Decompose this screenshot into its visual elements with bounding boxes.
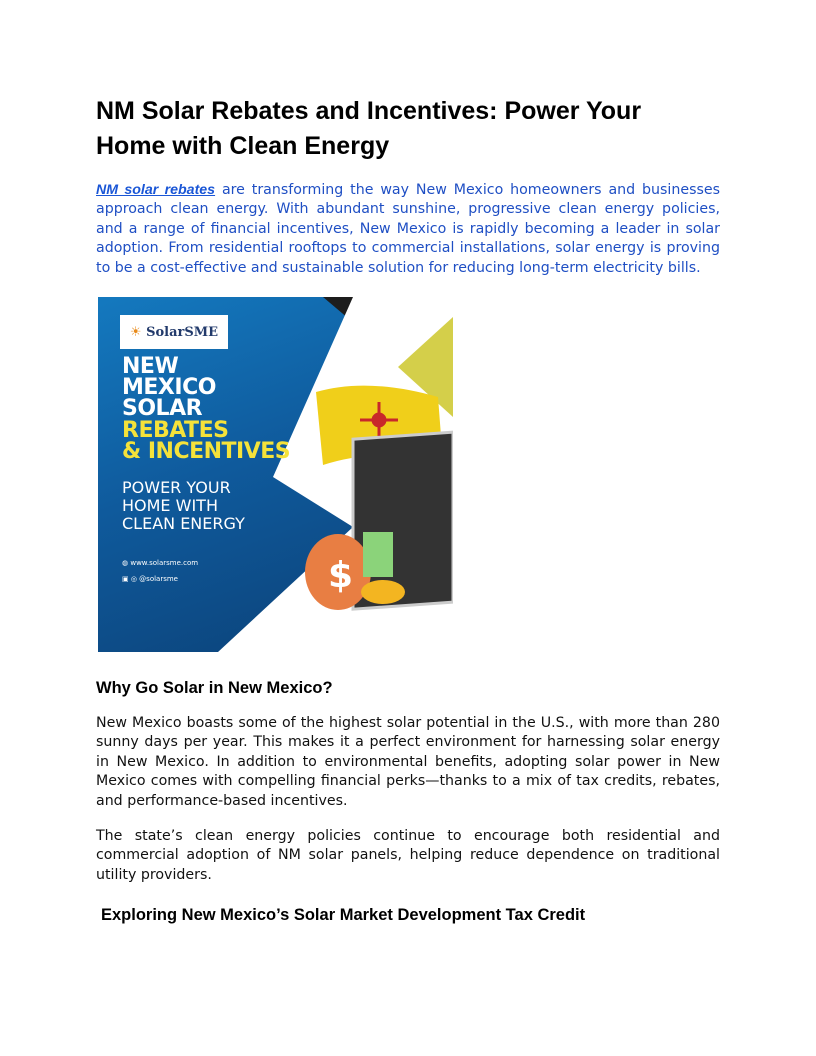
section-heading-why-solar: Why Go Solar in New Mexico? (96, 679, 333, 697)
svg-text:$: $ (328, 555, 354, 596)
subtitle-line: HOME WITH (122, 496, 218, 515)
promo-image (98, 297, 453, 652)
subtitle-line: CLEAN ENERGY (122, 514, 245, 533)
poster-line-yellow: REBATES (122, 418, 229, 443)
poster-line-yellow: & INCENTIVES (122, 439, 291, 464)
subtitle-line: POWER YOUR (122, 478, 231, 497)
page-title: NM Solar Rebates and Incentives: Power Your Home with Clean Energy (96, 97, 642, 160)
poster-shapes (98, 297, 453, 652)
intro-text: are transforming the way New Mexico homeowners and businesses approach clean energy. With abundant sunshine, progressive clean energy policies, and a range of financial incentives, New Mexico is rapidly becoming a leader in solar adoption. From residential rooftops to commercial installations, solar energy is proving to be a cost-effective and sustainable solution for reducing long-term electricity bills. (96, 182, 720, 276)
paragraph: The state’s clean energy policies continue to encourage both residential and commercial adoption of NM solar panels, helping reduce dependence on traditional utility providers. (96, 828, 720, 883)
poster-line: SOLAR (122, 396, 203, 421)
poster-subtitle (122, 479, 245, 533)
poster-social: ▣ ◎ @solarsme (122, 575, 178, 583)
poster-line: MEXICO (122, 375, 216, 400)
section-heading-tax-credit: Exploring New Mexico’s Solar Market Development Tax Credit (101, 906, 586, 924)
poster-line: NEW (122, 354, 179, 379)
poster-website: ◍ www.solarsme.com (122, 559, 199, 567)
nm-solar-rebates-link[interactable]: NM solar rebates (96, 182, 216, 198)
coins-icon (361, 580, 405, 604)
paragraph: New Mexico boasts some of the highest solar potential in the U.S., with more than 280 sunny days per year. This makes it a perfect environment for harnessing solar energy in New Mexico. In addition to environmental benefits, adopting solar power in New Mexico comes with compelling financial perks—thanks to a mix of tax credits, rebates, and performance-based incentives. (96, 715, 720, 809)
intro-paragraph (96, 181, 720, 278)
solarsme-logo: ☀ SolarSME (120, 315, 228, 349)
